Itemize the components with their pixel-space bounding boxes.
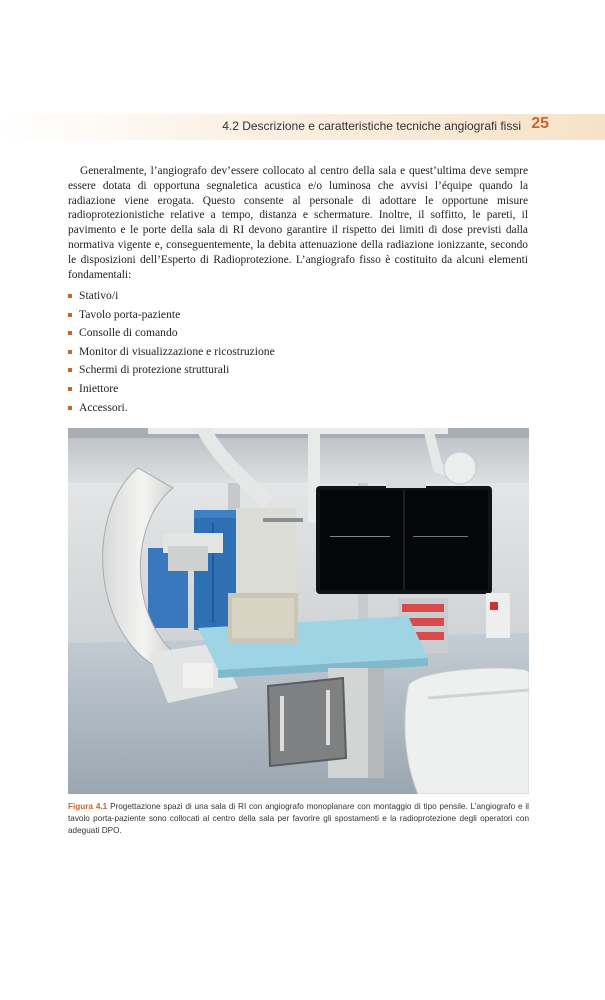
bullet-square-icon — [68, 331, 72, 335]
list-item-label: Stativo/i — [79, 289, 119, 302]
bullet-square-icon — [68, 294, 72, 298]
figure-caption — [68, 801, 529, 838]
bullet-square-icon — [68, 406, 72, 410]
list-item — [68, 343, 528, 362]
page-number: 25 — [531, 115, 549, 132]
figure-label: Figura 4.1 — [68, 802, 108, 811]
list-item — [68, 324, 528, 343]
list-item-label: Iniettore — [79, 381, 119, 395]
list-item-label: Accessori. — [79, 400, 128, 414]
figure-caption-text: Progettazione spazi di una sala di RI con angiografo monoplanare con montaggio di tipo pensile. L’angiografo e il tavolo porta-paziente sono collocati al centro della sala per favorire gli spostamenti e la radioprotezione degli operatori con adeguati DPO. — [68, 802, 529, 836]
list-item — [68, 399, 528, 418]
bullet-square-icon — [68, 368, 72, 372]
angiography-room-illustration — [68, 428, 529, 794]
list-item-label: Consolle di comando — [79, 326, 178, 340]
component-list — [68, 287, 528, 417]
bullet-square-icon — [68, 387, 72, 391]
section-title: 4.2 Descrizione e caratteristiche tecniche angiografi fissi — [222, 119, 521, 133]
list-item — [68, 287, 528, 306]
list-item-label: Tavolo porta-paziente — [79, 307, 181, 321]
list-item — [68, 380, 528, 399]
list-item — [68, 361, 528, 380]
bullet-square-icon — [68, 313, 72, 317]
list-item-label: Monitor di visualizzazione e ricostruzione — [79, 344, 275, 358]
list-item-label: Schermi di protezione strutturali — [79, 363, 230, 377]
list-item — [68, 306, 528, 325]
body-paragraph: Generalmente, l’angiografo dev’essere collocato al centro della sala e quest’ultima deve sempre essere dotata di opportuna segnaletica acustica e/o luminosa che avvisi l’équipe quando la radiazione viene erogata. Questo consente al personale di adottare le opportune misure radioprotezionistiche relative a tempo, distanza e schermature. Inoltre, il soffitto, le pareti, il pavimento e le porte della sala di RI devono garantire il rispetto dei limiti di dose previsti dalla normativa vigente e, conseguentemente, la debita attenuazione della radiazione ionizzante, secondo le disposizioni dell’Esperto di Radioprotezione. L’angiografo fisso è costituito da alcuni elementi fondamentali: — [68, 165, 528, 281]
angiography-room-photo — [68, 428, 529, 794]
bullet-square-icon — [68, 350, 72, 354]
